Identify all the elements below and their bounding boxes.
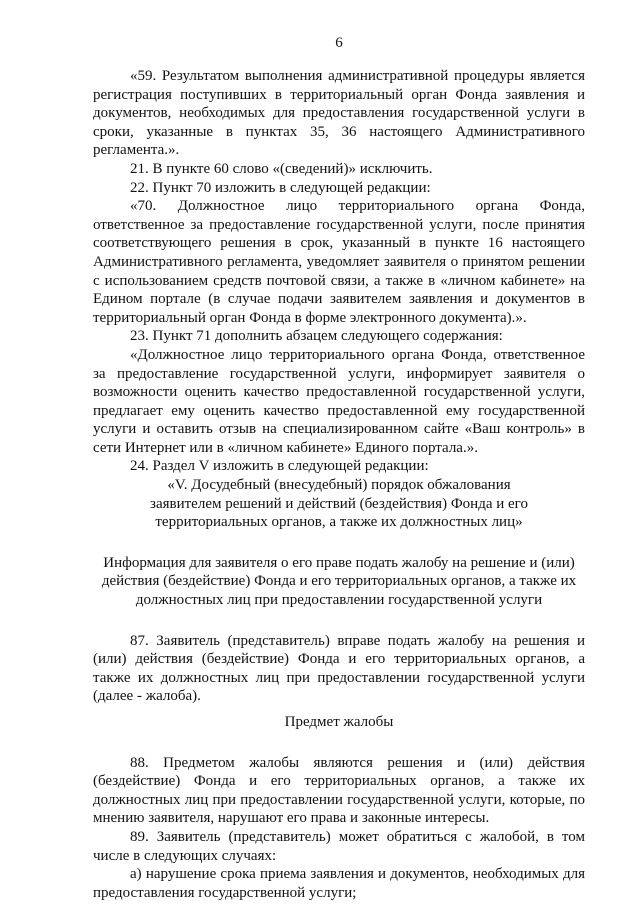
paragraph-70: «70. Должностное лицо территориального органа Фонда, ответственное за предоставление государственной услуги, после принятия соответствующего решения в срок, указанный в пункте 16 настоящего Административного регламента, уведомляет заявителя о принятом решении с использованием средств почтовой связи, а также в «личном кабинете» на Едином портале (в случае подачи заявителем заявления и документов в территориальный орган Фонда в форме электронного документа).». bbox=[93, 198, 585, 326]
section-title-line-1: «V. Досудебный (внесудебный) порядок обжалования bbox=[167, 477, 511, 494]
info-heading-line-1: Информация для заявителя о его праве подать жалобу на решение и (или) bbox=[103, 554, 575, 571]
info-heading-line-3: должностных лиц при предоставлении государственной услуги bbox=[135, 592, 543, 609]
paragraph-21: 21. В пункте 60 слово «(сведений)» исключить. bbox=[130, 160, 433, 177]
paragraph-59: «59. Результатом выполнения административной процедуры является регистрация поступивших в территориальный орган Фонда заявления и документов, необходимых для предоставления государственной услуги в сроки, указанные в пунктах 35, 36 настоящего Административного регламента.». bbox=[93, 68, 585, 159]
paragraph-23: 23. Пункт 71 дополнить абзацем следующего содержания: bbox=[130, 328, 503, 345]
section-title-line-2: заявителем решений и действий (бездействия) Фонда и его bbox=[150, 495, 528, 512]
paragraph-22: 22. Пункт 70 изложить в следующей редакции: bbox=[130, 179, 431, 196]
info-heading bbox=[93, 554, 585, 610]
paragraph-87: 87. Заявитель (представитель) вправе подать жалобу на решения и (или) действия (бездействие) Фонда и его территориальных органов, а также их должностных лиц при предоставлении государственной услуги (далее - жалоба). bbox=[93, 632, 585, 705]
page-number: 6 bbox=[335, 35, 343, 51]
section-title-line-3: территориальных органов, а также их должностных лиц» bbox=[155, 514, 523, 531]
paragraph-89a: а) нарушение срока приема заявления и документов, необходимых для предоставления государственной услуги; bbox=[93, 866, 585, 901]
paragraph-89: 89. Заявитель (представитель) может обратиться с жалобой, в том числе в следующих случаях: bbox=[93, 828, 585, 864]
document-body bbox=[93, 67, 585, 902]
paragraph-88: 88. Предметом жалобы являются решения и (или) действия (бездействие) Фонда и его территориальных органов, а также их должностных лиц при предоставлении государственной услуги, которые, по мнению заявителя, нарушают его права и законные интересы. bbox=[93, 754, 585, 827]
info-heading-line-2: действия (бездействие) Фонда и его территориальных органов, а также их bbox=[101, 573, 577, 590]
subject-heading: Предмет жалобы bbox=[284, 714, 394, 730]
paragraph-24: 24. Раздел V изложить в следующей редакции: bbox=[130, 458, 429, 475]
section-v-title bbox=[93, 476, 585, 532]
paragraph-71-addition: «Должностное лицо территориального органа Фонда, ответственное за предоставление государственной услуги, информирует заявителя о возможности оценить качество предоставленной государственной услуги, предлагает ему оценить качество предоставленной ему государственной услуги и оставить отзыв на специализированном сайте «Ваш контроль» в сети Интернет или в «личном кабинете» Единого портала.». bbox=[93, 346, 585, 456]
